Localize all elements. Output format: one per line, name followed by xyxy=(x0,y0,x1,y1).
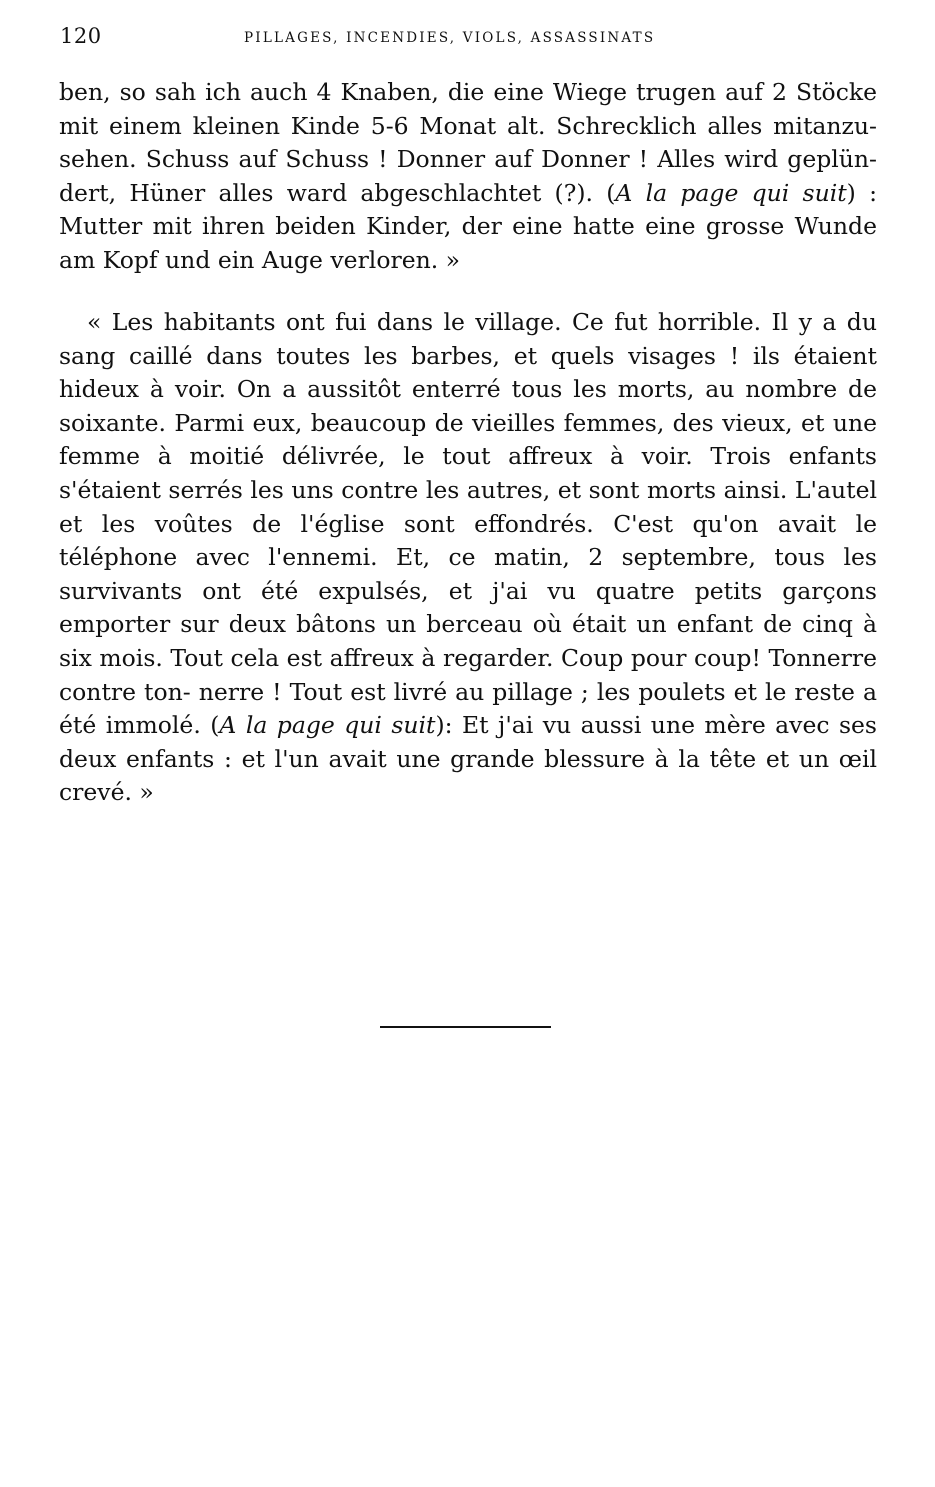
paragraph-text: « Les habitants ont fui dans le village. Ce fut horrible. Il y a du sang caillé dans toutes les barbes, et quels visages ! ils étaient hideux à voir. On a aussitôt enterré tous les morts, au nombre de soixante. Parmi eux, beaucoup de vieilles femmes, des vieux, et une femme à moitié délivrée, le tout affreux à voir. Trois enfants s'étaient serrés les uns contre les autres, et sont morts ainsi. L'autel et les voûtes de l'église sont effondrés. C'est qu'on avait le téléphone avec l'ennemi. Et, ce matin, 2 septembre, tous les survivants ont été expulsés, et j'ai vu quatre petits garçons emporter sur deux bâtons un berceau où était un enfant de cinq à six mois. Tout cela est affreux à regarder. Coup pour coup! Tonnerre contre ton- nerre ! Tout est livré au pillage ; les poulets et le reste a été immolé. ( xyxy=(59,308,877,740)
paragraph-french-translation xyxy=(59,306,877,810)
paragraph-german-quote xyxy=(59,76,877,278)
running-header-title: PILLAGES, INCENDIES, VIOLS, ASSASSINATS xyxy=(244,30,656,46)
paragraph-text: ): Et j'ai vu aussi une mère avec ses deux enfants : et l'un avait une grande blessure à la tête et un œil crevé. » xyxy=(59,711,877,807)
section-divider xyxy=(380,1026,551,1028)
paragraph-text: ben, so sah ich auch 4 Knaben, die eine Wiege trugen auf 2 Stöcke mit einem kleinen Kinde 5-6 Monat alt. Schrecklich alles mitanzu- sehen. Schuss auf Schuss ! Donner auf Donner ! Alles wird geplün- dert, Hüner alles ward abgeschlachtet (?). ( xyxy=(59,78,877,207)
italic-note: A la page qui suit xyxy=(219,711,436,740)
italic-note: A la page qui suit xyxy=(615,178,847,207)
page-number: 120 xyxy=(60,24,102,48)
paragraph-text: ) : Mutter mit ihren beiden Kinder, der eine hatte eine grosse Wunde am Kopf und ein Auge verloren. » xyxy=(59,178,877,274)
